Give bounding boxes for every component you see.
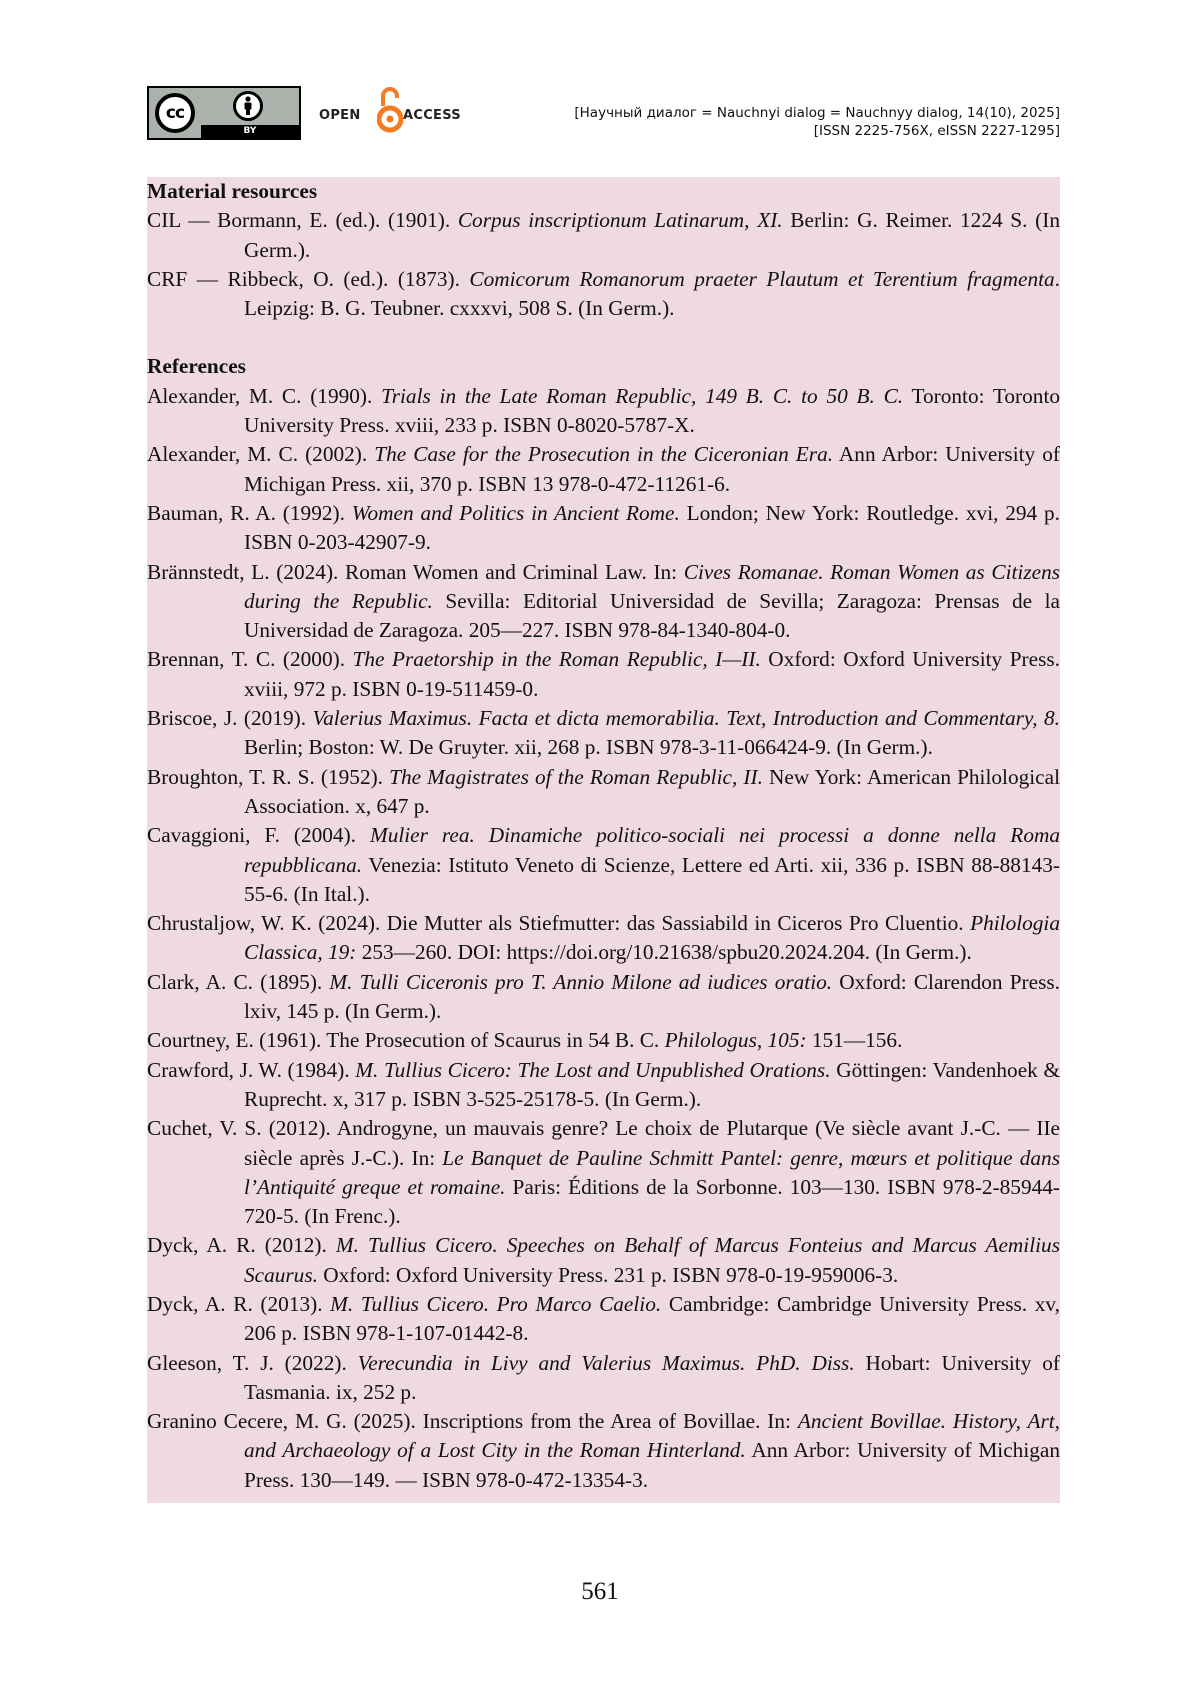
reference-entry — [147, 1056, 1060, 1115]
entry-title: Philologus, 105: — [664, 1028, 807, 1053]
reference-entry — [147, 1231, 1060, 1290]
reference-entry — [147, 558, 1060, 646]
entry-text: Granino Cecere, M. G. (2025). Inscriptions from the Area of Bovillae. In: — [147, 1409, 798, 1434]
entry-title: Mulier rea. Dinamiche politico-sociali nei processi a donne nella Roma repubblicana. — [244, 823, 1060, 877]
open-lock-icon — [377, 86, 403, 136]
entry-title: The Case for the Prosecution in the Ciceronian Era. — [374, 442, 834, 467]
entry-title: Corpus inscriptionum Latinarum, XI. — [457, 208, 783, 233]
entry-text: Cuchet, V. S. (2012). Androgyne, un mauvais genre? Le choix de Plutarque (Ve siècle avant J.-C. — IIe siècle après J.-C.). In: — [147, 1116, 1060, 1170]
entry-publication: Ann Arbor: University of Michigan Press. xii, 370 p. ISBN 13 978-0-472-11261-6. — [244, 442, 1060, 496]
material-resource-entry — [147, 265, 1060, 324]
entry-title: Women and Politics in Ancient Rome. — [351, 500, 680, 525]
material-resources-heading: Material resources — [147, 179, 318, 203]
entry-title: M. Tulli Ciceronis pro T. Annio Milone ad iudices oratio. — [329, 969, 833, 994]
entry-text: Chrustaljow, W. K. (2024). Die Mutter als Stiefmutter: das Sassiabild in Ciceros Pro Cluentio. — [147, 911, 971, 936]
entry-text: Dyck, A. R. (2012). — [147, 1233, 336, 1258]
entry-text: Dyck, A. R. (2013). — [147, 1291, 331, 1316]
reference-entry — [147, 499, 1060, 558]
entry-publication: 151—156. — [806, 1028, 903, 1053]
material-resources-list — [147, 206, 1060, 323]
entry-text: Gleeson, T. J. (2022). — [147, 1350, 358, 1375]
journal-line: [Научный диалог = Nauchnyi dialog = Nauchnyy dialog, 14(10), 2025] — [574, 105, 1060, 121]
open-access-logo — [319, 86, 469, 140]
entry-text: Crawford, J. W. (1984). — [147, 1057, 356, 1082]
reference-entry — [147, 440, 1060, 499]
entry-publication: Hobart: University of Tasmania. ix, 252 p. — [244, 1350, 1060, 1404]
entry-title: Le Banquet de Pauline Schmitt Pantel: genre, mœurs et politique dans l’Antiquité greque et romaine. — [244, 1145, 1060, 1199]
reference-entry — [147, 968, 1060, 1027]
reference-entry — [147, 909, 1060, 968]
entry-publication: London; New York: Routledge. xvi, 294 p. ISBN 0-203-42907-9. — [244, 500, 1060, 555]
entry-publication: Toronto: Toronto University Press. xviii, 233 p. ISBN 0-8020-5787-X. — [244, 383, 1061, 438]
entry-text: Courtney, E. (1961). The Prosecution of Scaurus in 54 B. C. — [147, 1028, 665, 1053]
reference-entry — [147, 763, 1060, 822]
entry-title: The Praetorship in the Roman Republic, I—II. — [352, 647, 761, 672]
entry-text: Clark, A. C. (1895). — [147, 969, 330, 994]
reference-entry — [147, 645, 1060, 704]
entry-title: The Magistrates of the Roman Republic, II. — [389, 764, 763, 789]
entry-title: Verecundia in Livy and Valerius Maximus. PhD. Diss. — [357, 1350, 855, 1375]
entry-publication: Ann Arbor: University of Michigan Press. 130—149. — ISBN 978-0-472-13354-3. — [244, 1438, 1060, 1492]
entry-title: Cives Romanae. Roman Women as Citizens during the Republic. — [244, 559, 1061, 613]
entry-title: Ancient Bovillae. History, Art, and Archaeology of a Lost City in the Roman Hinterland. — [244, 1409, 1060, 1463]
entry-title: M. Tullius Cicero: The Lost and Unpublished Orations. — [355, 1057, 831, 1082]
entry-text: Brännstedt, L. (2024). Roman Women and Criminal Law. In: — [147, 559, 684, 584]
entry-text: Cavaggioni, F. (2004). — [147, 823, 370, 848]
reference-entry — [147, 1114, 1060, 1231]
attribution-person-icon — [233, 91, 263, 121]
reference-entry — [147, 1026, 1060, 1055]
entry-text: Briscoe, J. (2019). — [147, 706, 313, 731]
entry-publication: . Leipzig: B. G. Teubner. cxxxvi, 508 S. (In Germ.). — [244, 266, 1060, 321]
entry-publication: Oxford: Clarendon Press. lxiv, 145 p. (In Germ.). — [244, 969, 1060, 1024]
entry-publication: Sevilla: Editorial Universidad de Sevilla; Zaragoza: Prensas de la Universidad de Zaragoza. 205—227. ISBN 978-84-1340-804-0. — [244, 588, 1060, 643]
journal-citation — [574, 104, 1060, 140]
page-number: 561 — [581, 1578, 619, 1605]
reference-entry — [147, 382, 1060, 441]
entry-title: Philologia Classica, 19: — [244, 911, 1060, 965]
entry-title: Comicorum Romanorum praeter Plautum et Terentium fragmenta — [469, 266, 1055, 291]
entry-title: M. Tullius Cicero. Speeches on Behalf of Marcus Fonteius and Marcus Aemilius Scaurus. — [244, 1233, 1060, 1287]
reference-entry — [147, 1407, 1060, 1495]
entry-text: CIL — Bormann, E. (ed.). (1901). — [147, 208, 458, 233]
entry-publication: Paris: Éditions de la Sorbonne. 103—130. ISBN 978-2-85944-720-5. (In Frenc.). — [244, 1174, 1060, 1229]
open-access-right-text: ACCESS — [403, 108, 461, 123]
license-label: BY — [201, 125, 299, 138]
cc-by-license-badge[interactable] — [147, 86, 301, 140]
entry-publication: Göttingen: Vandenhoek & Ruprecht. x, 317 p. ISBN 3-525-25178-5. (In Germ.). — [244, 1057, 1061, 1111]
entry-text: CRF — Ribbeck, O. (ed.). (1873). — [147, 266, 470, 291]
reference-entry — [147, 1349, 1060, 1408]
entry-text: Alexander, M. C. (2002). — [147, 442, 375, 467]
entry-publication: Venezia: Istituto Veneto di Scienze, Lettere ed Arti. xii, 336 p. ISBN 88-88143-55-6. (In Ital.). — [244, 852, 1060, 906]
open-access-left-text: OPEN — [319, 108, 361, 123]
entry-publication: New York: American Philological Association. x, 647 p. — [244, 764, 1060, 818]
reference-entry — [147, 1290, 1060, 1349]
entry-text: Bauman, R. A. (1992). — [147, 500, 352, 525]
entry-text: Broughton, T. R. S. (1952). — [147, 764, 390, 789]
entry-publication: Berlin; Boston: W. De Gruyter. xii, 268 p. ISBN 978-3-11-066424-9. (In Germ.). — [244, 735, 933, 760]
entry-text: Alexander, M. C. (1990). — [147, 383, 382, 408]
entry-publication: Oxford: Oxford University Press. xviii, 972 p. ISBN 0-19-511459-0. — [244, 647, 1060, 701]
references-list — [147, 382, 1060, 1495]
reference-entry — [147, 821, 1060, 909]
issn-line: [ISSN 2225-756X, eISSN 2227-1295] — [813, 123, 1060, 139]
entry-publication: 253—260. DOI: https://doi.org/10.21638/spbu20.2024.204. (In Germ.). — [356, 940, 972, 965]
entry-text: Brennan, T. C. (2000). — [147, 647, 353, 672]
page-header — [147, 86, 1060, 142]
entry-title: Valerius Maximus. Facta et dicta memorabilia. Text, Introduction and Commentary, 8. — [312, 706, 1060, 731]
entry-title: Trials in the Late Roman Republic, 149 B. C. to 50 B. C. — [381, 383, 904, 408]
creative-commons-icon: cc — [155, 93, 195, 133]
bibliography-section — [147, 177, 1060, 1503]
entry-publication: Berlin: G. Reimer. 1224 S. (In Germ.). — [244, 208, 1060, 262]
material-resource-entry — [147, 206, 1060, 265]
references-heading: References — [147, 354, 246, 379]
entry-publication: Oxford: Oxford University Press. 231 p. ISBN 978-0-19-959006-3. — [317, 1262, 899, 1287]
entry-publication: Cambridge: Cambridge University Press. xv, 206 p. ISBN 978-1-107-01442-8. — [244, 1291, 1060, 1346]
entry-title: M. Tullius Cicero. Pro Marco Caelio. — [330, 1291, 662, 1316]
reference-entry — [147, 704, 1060, 763]
